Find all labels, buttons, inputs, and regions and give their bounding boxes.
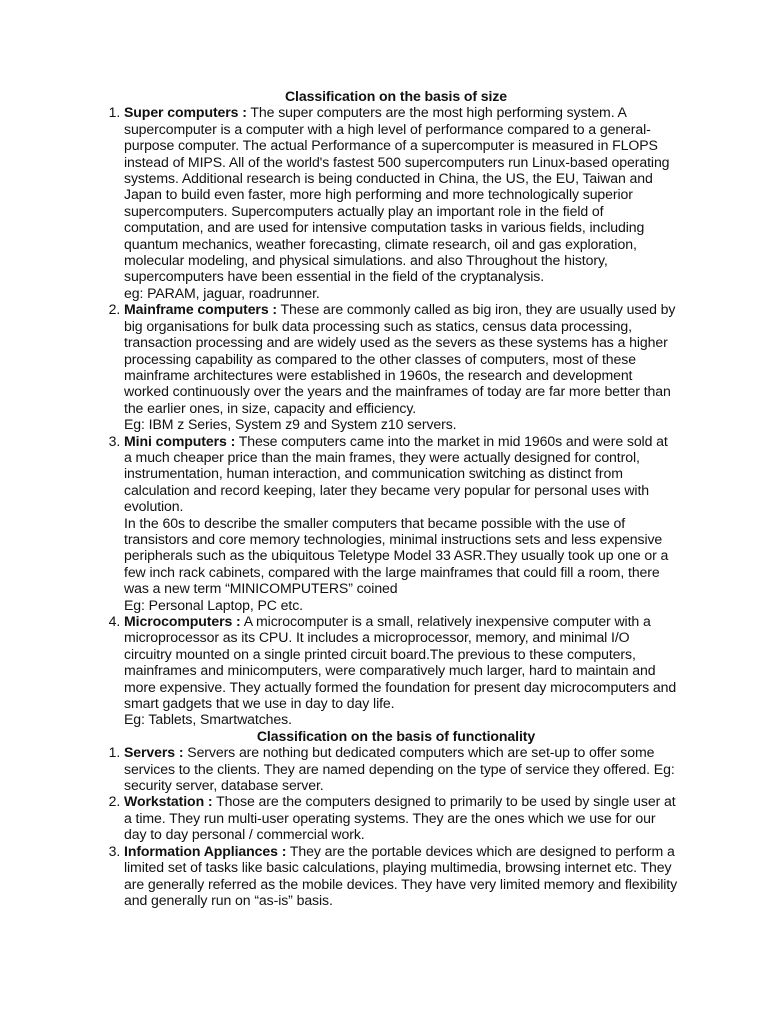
item-example: Eg: Personal Laptop, PC etc. xyxy=(124,596,303,613)
item-term: Mini computers : xyxy=(124,432,236,449)
item-body xyxy=(124,744,678,793)
item-term: Mainframe computers : xyxy=(124,301,277,318)
item-text: The super computers are the most high performing system. A supercomputer is a computer with a high level of performance compared to a general-purpose computer. The actual Performance of a supercomputer is measured in FLOPS instead of MIPS. All of the world's fastest 500 supercomputers run Linux-based operating systems. Additional research is being conducted in China, the US, the EU, Taiwan and Japan to build even faster, more high performing and more technologically superior supercomputers. Supercomputers actually play an important role in the field of computation, and are used for intensive computation tasks in various fields, including quantum mechanics, weather forecasting, climate research, oil and gas exploration, molecular modeling, and physical simulations. and also Throughout the history, supercomputers have been essential in the field of the cryptanalysis. xyxy=(124,104,670,285)
item-text: Servers are nothing but dedicated computers which are set-up to offer some services to the clients. They are named depending on the type of service they offered. Eg: security server, database server. xyxy=(124,744,675,794)
item-text: They are the portable devices which are designed to perform a limited set of tasks like basic calculations, playing multimedia, browsing internet etc. They are generally referred as the mobile devices. They have very limited memory and flexibility and generally run on “as-is” basis. xyxy=(124,842,678,908)
item-text: Those are the computers designed to primarily to be used by single user at a time. They run multi-user operating systems. They are the ones which we use for our day to day personal / commercial work. xyxy=(124,793,676,843)
item-example: eg: PARAM, jaguar, roadrunner. xyxy=(124,284,320,301)
list-item-super-computers xyxy=(124,104,678,301)
item-body xyxy=(124,301,678,416)
section-heading-functionality: Classification on the basis of functionality xyxy=(256,727,536,744)
item-body xyxy=(124,104,678,284)
list-item-microcomputers xyxy=(124,613,678,728)
item-body xyxy=(124,433,678,515)
item-term: Information Appliances : xyxy=(124,842,287,859)
item-term: Servers : xyxy=(124,744,184,761)
size-classification-list xyxy=(96,104,678,727)
functionality-classification-list xyxy=(96,744,678,908)
item-text: These are commonly called as big iron, they are usually used by big organisations for bulk data processing such as statics, census data processing, transaction processing and are widely used as the severs as these systems has a higher processing capability as compared to the other classes of computers, most of these mainframe architectures were established in 1960s, the research and development worked continuously over the years and the mainframes of today are far more better than the earlier ones, in size, capacity and efficiency. xyxy=(124,301,676,416)
item-term: Workstation : xyxy=(124,793,213,810)
list-item-mini-computers xyxy=(124,433,678,613)
item-body xyxy=(124,793,678,842)
list-item-servers xyxy=(124,744,678,793)
item-body xyxy=(124,843,678,909)
item-term: Microcomputers : xyxy=(124,613,241,629)
item-term: Super computers : xyxy=(124,104,247,121)
list-item-workstation xyxy=(124,793,678,842)
item-text-extra: In the 60s to describe the smaller computers that became possible with the use of transistors and core memory technologies, minimal instructions sets and less expensive peripherals such as the ubiquitous Teletype Model 33 ASR.They usually took up one or a few inch rack cabinets, compared with the large mainframes that could fill a room, there was a new term “MINICOMPUTERS” coined xyxy=(124,514,669,597)
item-example: Eg: Tablets, Smartwatches. xyxy=(124,711,292,728)
item-text: A microcomputer is a small, relatively inexpensive computer with a microprocessor as its CPU. It includes a microprocessor, memory, and minimal I/O circuitry mounted on a single printed circuit board.The previous to these computers, mainframes and minicomputers, were comparatively much larger, hard to maintain and more expensive. They actually formed the foundation for present day microcomputers and smart gadgets that we use in day to day life. xyxy=(124,613,677,712)
list-item-mainframe-computers xyxy=(124,301,678,432)
item-body xyxy=(124,613,678,711)
section-heading-size: Classification on the basis of size xyxy=(284,88,508,104)
item-text: These computers came into the market in mid 1960s and were sold at a much cheaper price than the main frames, they were actually designed for control, instrumentation, human interaction, and communication switching as distinct from calculation and record keeping, later they became very popular for personal uses with evolution. xyxy=(124,432,668,515)
item-example: Eg: IBM z Series, System z9 and System z10 servers. xyxy=(124,416,457,433)
list-item-information-appliances xyxy=(124,843,678,909)
